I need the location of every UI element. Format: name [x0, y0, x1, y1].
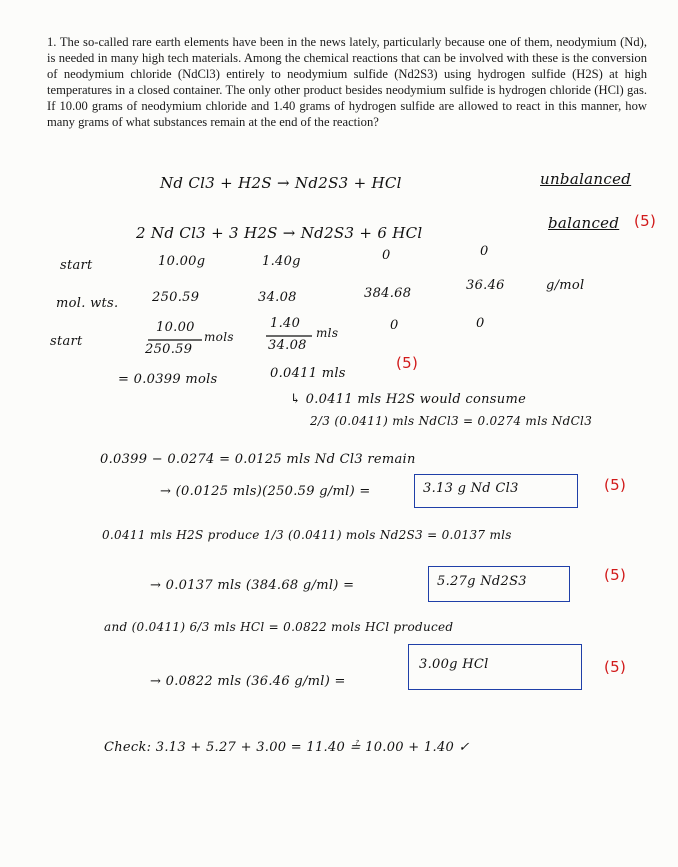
- molwt-hcl: 36.46: [466, 278, 505, 293]
- points-mols: (5): [396, 354, 419, 372]
- start-nd: 10.00g: [158, 254, 206, 269]
- consume-line: ↳ 0.0411 mls H2S would consume: [290, 392, 527, 407]
- molwt-unit: g/mol: [546, 278, 585, 293]
- remain-calc: → (0.0125 mls)(250.59 g/ml) =: [160, 484, 371, 499]
- answer-nd2s3: 5.27g Nd2S3: [437, 574, 527, 589]
- molwt-label: mol. wts.: [56, 296, 119, 311]
- frac2-num: 1.40: [270, 316, 301, 331]
- unbalanced-equation: Nd Cl3 + H2S → Nd2S3 + HCl: [160, 174, 402, 192]
- hcl-calc: → 0.0822 mls (36.46 g/ml) =: [150, 674, 346, 689]
- molwt-nd: 250.59: [152, 290, 200, 305]
- check-line: Check: 3.13 + 5.27 + 3.00 = 11.40 ≟ 10.00 + 1.40 ✓: [104, 740, 470, 755]
- start2-label: start: [50, 334, 83, 349]
- molwt-h2s: 34.08: [258, 290, 297, 305]
- frac1-num: 10.00: [156, 320, 195, 335]
- start-nd2s3: 0: [382, 248, 391, 263]
- answer-hcl: 3.00g HCl: [419, 657, 489, 672]
- mols-nd: = 0.0399 mols: [118, 372, 218, 387]
- produce-calc: → 0.0137 mls (384.68 g/ml) =: [150, 578, 355, 593]
- points-ndcl3: (5): [604, 476, 627, 494]
- frac2-unit: mls: [316, 326, 339, 340]
- consume-calc: 2/3 (0.0411) mls NdCl3 = 0.0274 mls NdCl3: [310, 414, 593, 428]
- frac2-den: 34.08: [268, 338, 307, 353]
- start2-zero-2: 0: [476, 316, 485, 331]
- unbalanced-label: unbalanced: [540, 170, 632, 188]
- points-balanced: (5): [634, 212, 657, 230]
- start2-zero-1: 0: [390, 318, 399, 333]
- produce-line: 0.0411 mls H2S produce 1/3 (0.0411) mols Nd2S3 = 0.0137 mls: [102, 528, 512, 542]
- start-hcl: 0: [480, 244, 489, 259]
- molwt-nd2s3: 384.68: [364, 286, 412, 301]
- answer-ndcl3: 3.13 g Nd Cl3: [423, 481, 519, 496]
- points-hcl: (5): [604, 658, 627, 676]
- frac1-den: 250.59: [145, 342, 193, 357]
- start-label: start: [60, 258, 93, 273]
- frac1-unit: mols: [204, 330, 234, 344]
- balanced-equation: 2 Nd Cl3 + 3 H2S → Nd2S3 + 6 HCl: [136, 224, 423, 242]
- start-h2s: 1.40g: [262, 254, 301, 269]
- hcl-line: and (0.0411) 6/3 mls HCl = 0.0822 mols HCl produced: [104, 620, 454, 634]
- problem-statement: 1. The so-called rare earth elements have been in the news lately, particularly because one of them, neodymium (Nd), is needed in many high tech materials. Among the chemical reactions that can be involved with these is the conversion of neodymium chloride (NdCl3) entirely to neodymium sulfide (Nd2S3) using hydrogen sulfide (H2S) at high temperatures in a closed container. The only other product besides neodymium sulfide is hydrogen chloride (HCl) gas. If 10.00 grams of neodymium chloride and 1.40 grams of hydrogen sulfide are allowed to react in this manner, how many grams of what substances remain at the end of the reaction?: [47, 35, 647, 129]
- mols-h2s: 0.0411 mls: [270, 366, 346, 381]
- balanced-label: balanced: [548, 214, 620, 232]
- points-nd2s3: (5): [604, 566, 627, 584]
- remain-line: 0.0399 − 0.0274 = 0.0125 mls Nd Cl3 remain: [100, 452, 416, 467]
